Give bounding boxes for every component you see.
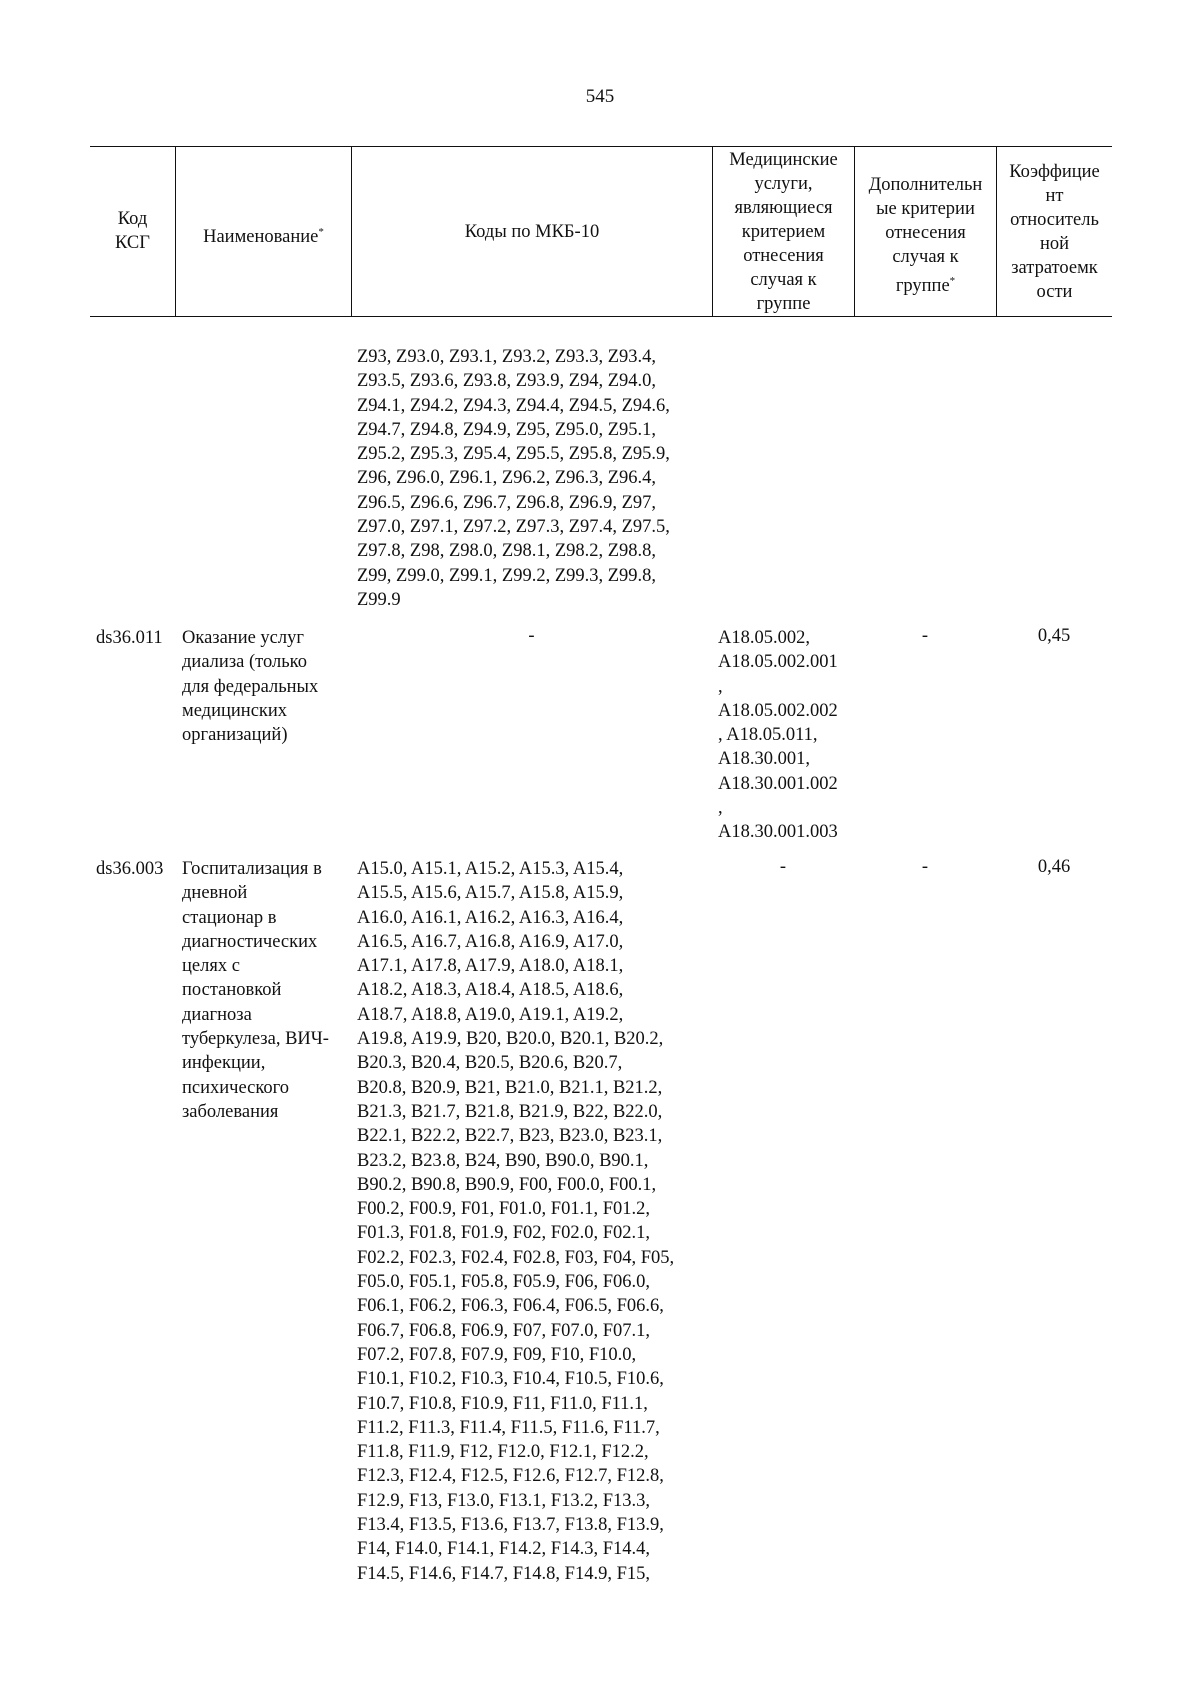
footnote-mark: * xyxy=(318,226,324,238)
row-mkb: - xyxy=(528,626,535,646)
header-services: Медицинские услуги, являющиеся критерием отнесения случая к группе xyxy=(729,150,838,314)
row-services: A18.05.002, A18.05.002.001 , A18.05.002.002 , A18.05.011, A18.30.001, A18.30.001.002 , A18.30.001.003 xyxy=(718,628,838,843)
header-name-label: Наименование xyxy=(203,227,319,248)
table-top-rule xyxy=(90,146,1112,147)
header-mkb: Коды по МКБ-10 xyxy=(464,222,600,242)
page-number: 545 xyxy=(585,86,615,107)
header-name xyxy=(176,220,351,249)
row-code: ds36.003 xyxy=(96,859,164,879)
table-header-bottom-rule xyxy=(90,316,1112,317)
header-criteria xyxy=(855,173,996,298)
row-criteria: - xyxy=(921,626,929,646)
footnote-mark: * xyxy=(949,275,956,287)
header-criteria-label: Дополнительн ые критерии отнесения случая к группе xyxy=(868,175,983,297)
continuation-mkb-codes: Z93, Z93.0, Z93.1, Z93.2, Z93.3, Z93.4, Z93.5, Z93.6, Z93.8, Z93.9, Z94, Z94.0, Z94.1, Z94.2, Z94.3, Z94.4, Z94.5, Z94.6, Z94.7, Z94.8, Z94.9, Z95, Z95.0, Z95.1, Z95.2, Z95.3, Z95.4, Z95.5, Z95.8, Z95.9, Z96, Z96.0, Z96.1, Z96.2, Z96.3, Z96.4, Z96.5, Z96.6, Z96.7, Z96.8, Z96.9, Z97, Z97.0, Z97.1, Z97.2, Z97.3, Z97.4, Z97.5, Z97.8, Z98, Z98.0, Z98.1, Z98.2, Z98.8, Z99, Z99.0, Z99.1, Z99.2, Z99.3, Z99.8, Z99.9 xyxy=(357,347,670,610)
row-name: Оказание услуг диализа (только для федеральных медицинских организаций) xyxy=(182,628,319,746)
row-services: - xyxy=(779,857,787,877)
row-mkb: A15.0, A15.1, A15.2, A15.3, A15.4, A15.5, A15.6, A15.7, A15.8, A15.9, A16.0, A16.1, A16.2, A16.3, A16.4, A16.5, A16.7, A16.8, A16.9, A17.0, A17.1, A17.8, A17.9, A18.0, A18.1, A18.2, A18.3, A18.4, A18.5, A18.6, A18.7, A18.8, A19.0, A19.1, A19.2, A19.8, A19.9, B20, B20.0, B20.1, B20.2, B20.3, B20.4, B20.5, B20.6, B20.7, B20.8, B20.9, B21, B21.0, B21.1, B21.2, B21.3, B21.7, B21.8, B21.9, B22, B22.0, B22.1, B22.2, B22.7, B23, B23.0, B23.1, B23.2, B23.8, B24, B90, B90.0, B90.1, B90.2, B90.8, B90.9, F00, F00.0, F00.1, F00.2, F00.9, F01, F01.0, F01.1, F01.2, F01.3, F01.8, F01.9, F02, F02.0, F02.1, F02.2, F02.3, F02.4, F02.8, F03, F04, F05, F05.0, F05.1, F05.8, F05.9, F06, F06.0, F06.1, F06.2, F06.3, F06.4, F06.5, F06.6, F06.7, F06.8, F06.9, F07, F07.0, F07.1, F07.2, F07.8, F07.9, F09, F10, F10.0, F10.1, F10.2, F10.3, F10.4, F10.5, F10.6, F10.7, F10.8, F10.9, F11, F11.0, F11.1, F11.2, F11.3, F11.4, F11.5, F11.6, F11.7, F11.8, F11.9, F12, F12.0, F12.1, F12.2, F12.3, F12.4, F12.5, F12.6, F12.7, F12.8, F12.9, F13, F13.0, F13.1, F13.2, F13.3, F13.4, F13.5, F13.6, F13.7, F13.8, F13.9, F14, F14.0, F14.1, F14.2, F14.3, F14.4, F14.5, F14.6, F14.7, F14.8, F14.9, F15, xyxy=(357,859,675,1584)
row-coef: 0,45 xyxy=(1037,626,1071,646)
row-criteria: - xyxy=(921,857,929,877)
row-coef: 0,46 xyxy=(1037,857,1071,877)
row-name: Госпитализация в дневной стационар в диагностических целях с постановкой диагноза туберкулеза, ВИЧ- инфекции, психического заболевания xyxy=(182,859,329,1122)
row-code: ds36.011 xyxy=(96,628,163,648)
header-code: Код КСГ xyxy=(115,209,150,253)
header-coef: Коэффицие нт относитель ной затратоемк ости xyxy=(1009,162,1100,302)
